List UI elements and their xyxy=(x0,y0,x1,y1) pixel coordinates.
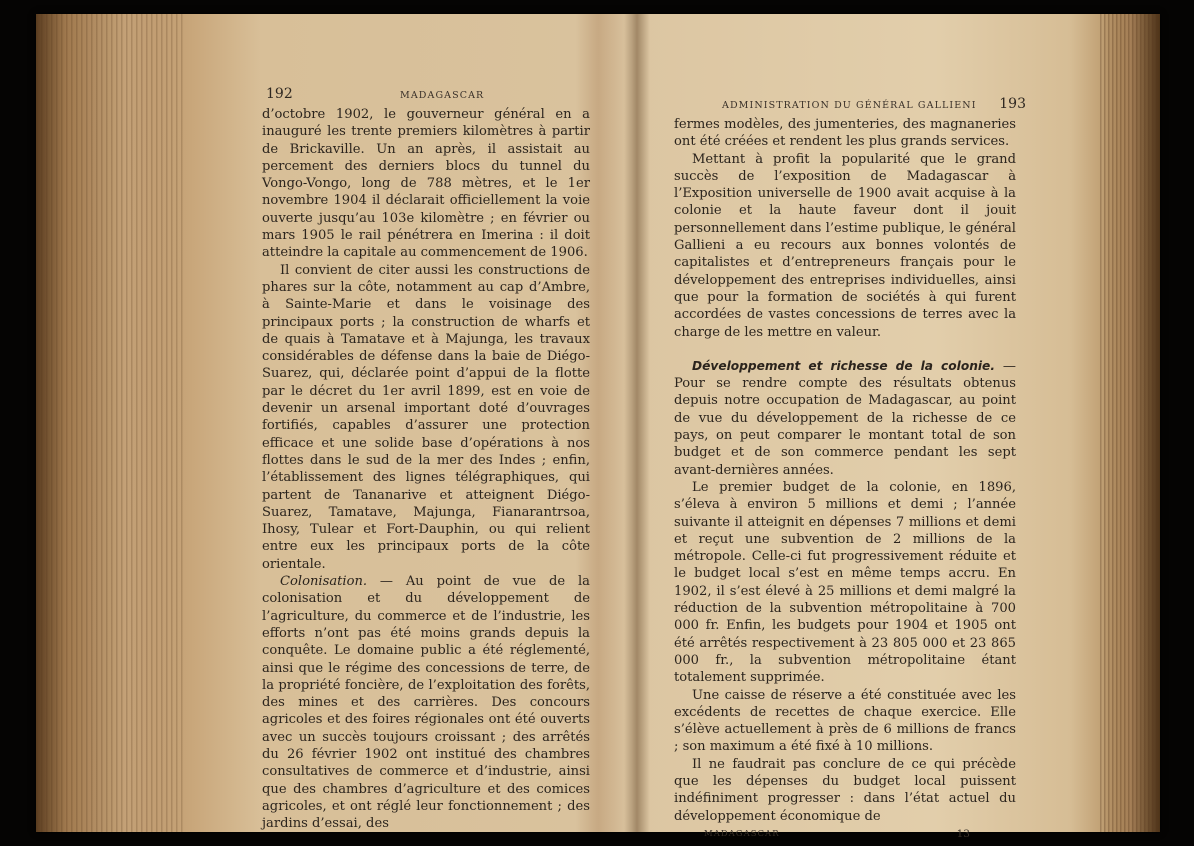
left-page-number: 192 xyxy=(266,86,293,102)
right-page-number: 193 xyxy=(999,96,1026,112)
development-text: — Pour se rendre compte des résultats obtenus depuis notre occupation de Madagascar, au point de vue du développement de la richesse de ce pays, on peut comparer le montant total de son budget et de son commerce pendant les sept avant-dernières années. xyxy=(674,358,1016,478)
right-running-title: ADMINISTRATION DU GÉNÉRAL GALLIENI xyxy=(722,100,977,111)
development-heading: Développement et richesse de la colonie. xyxy=(692,358,995,373)
page-edges-left xyxy=(36,14,186,832)
left-running-head xyxy=(226,88,600,106)
left-paragraph-colonisation xyxy=(226,573,600,832)
right-paragraph-conclusion: Il ne faudrait pas conclure de ce qui précède que les dépenses du budget local puissent indéfiniment progresser : dans l’état actuel du développement économique de xyxy=(674,756,1016,824)
signature-line xyxy=(674,829,1016,845)
right-running-head xyxy=(674,96,1026,116)
signature-label: MADAGASCAR xyxy=(704,828,780,839)
signature-number: 13 xyxy=(956,827,970,840)
left-page xyxy=(226,88,600,832)
right-paragraph-development xyxy=(674,358,1016,479)
right-paragraph-2: Mettant à profit la popularité que le grand succès de l’exposition de Madagascar à l’Exposition universelle de 1900 avait acquise à la colonie et la haute faveur dont il jouit personnellement dans l’estime publique, le général Gallieni a eu recours aux bonnes volontés de capitalistes et d’entrepreneurs français pour le développement des entreprises individuelles, ainsi que pour la formation de sociétés à qui furent accordées de vastes concessions de terres avec la charge de les mettre en valeur. xyxy=(674,151,1016,340)
left-running-title: MADAGASCAR xyxy=(400,90,485,101)
page-edges-right xyxy=(1100,14,1160,832)
left-paragraph-1: d’octobre 1902, le gouverneur général en a inauguré les trente premiers kilomètres à partir de Brickaville. Un an après, il assistait au percement des derniers blocs du tunnel du Vongo-Vongo, long de 788 mètres, et le 1er novembre 1904 il déclarait officiellement la voie ouverte jusqu’au 103e kilomètre ; en février ou mars 1905 le rail pénétrera en Imerina : il doit atteindre la capitale au commencement de 1906. xyxy=(262,107,590,261)
left-paragraph-2: Il convient de citer aussi les constructions de phares sur la côte, notamment au cap d’Ambre, à Sainte-Marie et dans le voisinage des principaux ports ; la construction de wharfs et de quais à Tamatave et à Majunga, les travaux considérables de défense dans la baie de Diégo-Suarez, qui, déclarée point d’appui de la flotte par le décret du 1er avril 1899, est en voie de devenir un arsenal important doté d’ouvrages fortifiés, capables d’assurer une protection efficace et une solide base d’opérations à nos flottes dans le sud de la mer des Indes ; enfin, l’établissement des lignes télégraphiques, qui partent de Tananarive et atteignent Diégo-Suarez, Tamatave, Majunga, Fianarantrsoa, Ihosy, Tulear et Fort-Dauphin, ou qui relient entre eux les principaux ports de la côte orientale. xyxy=(262,262,590,572)
colonisation-text: — Au point de vue de la colonisation et du développement de l’agriculture, du commerce et de l’industrie, les efforts n’ont pas été moins grands depuis la conquête. Le domaine public a été réglementé, ainsi que le régime des concessions de terre, de la propriété foncière, de l’exploitation des forêts, des mines et des carrières. Des concours agricoles et des foires régionales ont été ouverts avec un succès toujours croissant ; des arrêtés du 26 février 1902 ont institué des chambres consultatives de commerce et d’industrie, ainsi que des chambres d’agriculture et des comices agricoles, et ont réglé leur fonctionnement ; des jardins d’essai, des xyxy=(262,574,590,832)
section-spacer xyxy=(674,341,1016,358)
right-paragraph-reserve: Une caisse de réserve a été constituée avec les excédents de recettes de chaque exercice. Elle s’élève actuellement à près de 6 millions de francs ; son maximum a été fixé à 10 millions. xyxy=(674,687,1016,755)
colonisation-heading: Colonisation. xyxy=(280,574,368,590)
right-paragraph-1: fermes modèles, des jumenteries, des magnaneries ont été créées et rendent les plus grands services. xyxy=(674,117,1016,150)
book-gutter xyxy=(624,14,650,832)
right-paragraph-budget: Le premier budget de la colonie, en 1896, s’éleva à environ 5 millions et demi ; l’année suivante il atteignit en dépenses 7 millions et demi et reçut une subvention de 2 millions de la métropole. Celle-ci fut progressivement réduite et le budget local s’est en même temps accru. En 1902, il s’est élevé à 25 millions et demi malgré la réduction de la subvention métropolitaine à 700 000 fr. Enfin, les budgets pour 1904 et 1905 ont été arrêtés respectivement à 23 805 000 et 23 865 000 fr., la subvention métropolitaine étant totalement supprimée. xyxy=(674,479,1016,686)
right-page xyxy=(674,96,1026,845)
